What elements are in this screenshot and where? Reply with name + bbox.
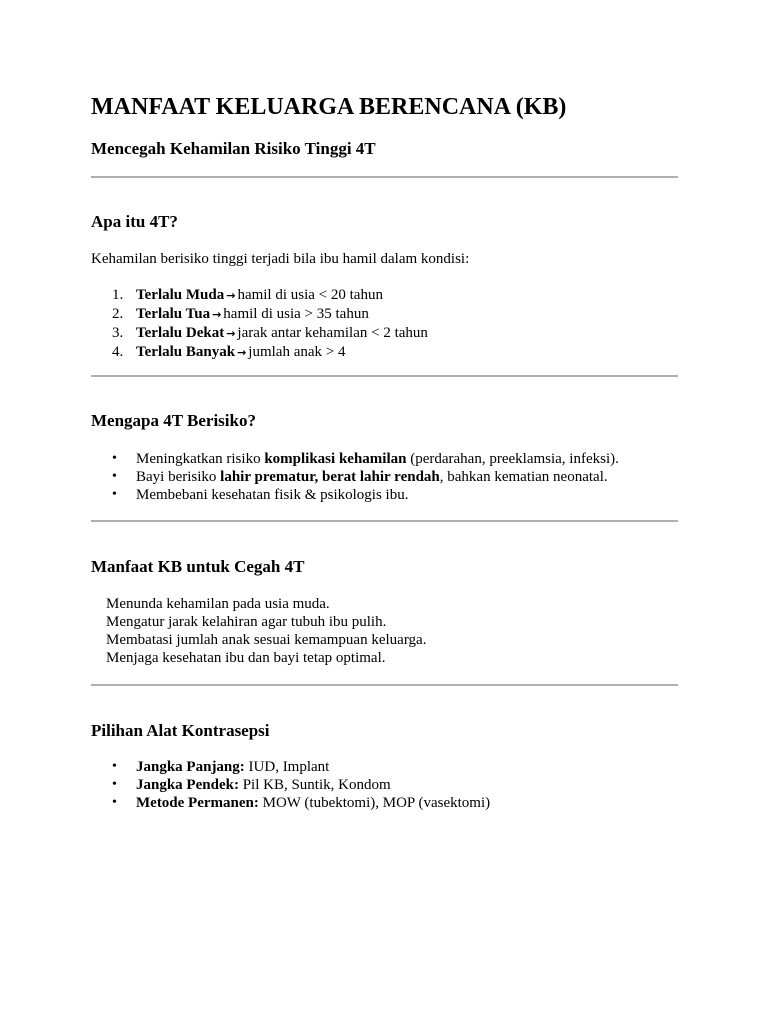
list-term: Jangka Panjang:	[136, 759, 245, 775]
document-title: MANFAAT KELUARGA BERENCANA (KB)	[91, 94, 567, 120]
list-item	[91, 450, 619, 468]
list-item	[91, 776, 490, 794]
list-text: (perdarahan, preeklamsia, infeksi).	[406, 451, 619, 467]
list-number: 4.	[112, 344, 124, 360]
benefits-block	[91, 595, 426, 667]
list-desc: Pil KB, Suntik, Kondom	[238, 777, 391, 793]
arrow-icon: →	[212, 308, 222, 321]
list-item	[91, 758, 490, 776]
section-heading-manfaat-kb: Manfaat KB untuk Cegah 4T	[91, 557, 305, 576]
list-text: , bahkan kematian neonatal.	[439, 469, 608, 485]
list-item	[91, 324, 428, 343]
list-desc: hamil di usia < 20 tahun	[237, 287, 383, 303]
bullet-icon: •	[112, 487, 117, 502]
bullet-icon: •	[112, 795, 117, 810]
divider	[91, 375, 678, 377]
list-text-bold: lahir prematur, berat lahir rendah	[220, 469, 440, 485]
list-item	[91, 343, 428, 362]
section-heading-apa-itu-4t: Apa itu 4T?	[91, 212, 178, 231]
list-item	[91, 486, 619, 504]
section-heading-pilihan-alat: Pilihan Alat Kontrasepsi	[91, 721, 270, 740]
arrow-icon: →	[237, 346, 247, 359]
bullet-icon: •	[112, 777, 117, 792]
risk-list	[91, 286, 428, 362]
list-text-bold: komplikasi kehamilan	[264, 451, 407, 467]
list-desc: jarak antar kehamilan < 2 tahun	[237, 325, 428, 341]
list-text: Meningkatkan risiko	[136, 451, 265, 467]
document-subtitle: Mencegah Kehamilan Risiko Tinggi 4T	[91, 139, 376, 158]
list-text: Membebani kesehatan fisik & psikologis ibu.	[136, 487, 409, 503]
list-item	[91, 305, 428, 324]
list-term: Terlalu Tua	[136, 306, 211, 322]
section1-intro: Kehamilan berisiko tinggi terjadi bila ibu hamil dalam kondisi:	[91, 251, 470, 267]
benefit-line: Membatasi jumlah anak sesuai kemampuan keluarga.	[106, 632, 427, 648]
benefit-line: Menjaga kesehatan ibu dan bayi tetap optimal.	[106, 650, 386, 666]
list-desc: jumlah anak > 4	[248, 344, 346, 360]
arrow-icon: →	[226, 327, 236, 340]
bullet-icon: •	[112, 759, 117, 774]
arrow-icon: →	[226, 289, 236, 302]
contraception-list	[91, 758, 490, 812]
divider	[91, 520, 678, 522]
list-term: Terlalu Banyak	[136, 344, 236, 360]
divider	[91, 684, 678, 686]
list-number: 2.	[112, 306, 124, 322]
list-term: Terlalu Muda	[136, 287, 225, 303]
list-item	[91, 468, 619, 486]
list-number: 1.	[112, 287, 124, 303]
list-term: Jangka Pendek:	[136, 777, 239, 793]
list-text: Bayi berisiko	[136, 469, 221, 485]
list-desc: MOW (tubektomi), MOP (vasektomi)	[258, 795, 491, 811]
bullet-icon: •	[112, 451, 117, 466]
bullet-icon: •	[112, 469, 117, 484]
divider	[91, 176, 678, 178]
list-term: Terlalu Dekat	[136, 325, 225, 341]
list-desc: IUD, Implant	[244, 759, 330, 775]
section-heading-mengapa-4t: Mengapa 4T Berisiko?	[91, 411, 256, 430]
list-desc: hamil di usia > 35 tahun	[223, 306, 369, 322]
list-term: Metode Permanen:	[136, 795, 259, 811]
benefit-line: Mengatur jarak kelahiran agar tubuh ibu pulih.	[106, 614, 387, 630]
list-number: 3.	[112, 325, 124, 341]
list-item	[91, 794, 490, 812]
benefit-line: Menunda kehamilan pada usia muda.	[106, 596, 330, 612]
list-item	[91, 286, 428, 305]
risk-reasons-list	[91, 450, 619, 504]
